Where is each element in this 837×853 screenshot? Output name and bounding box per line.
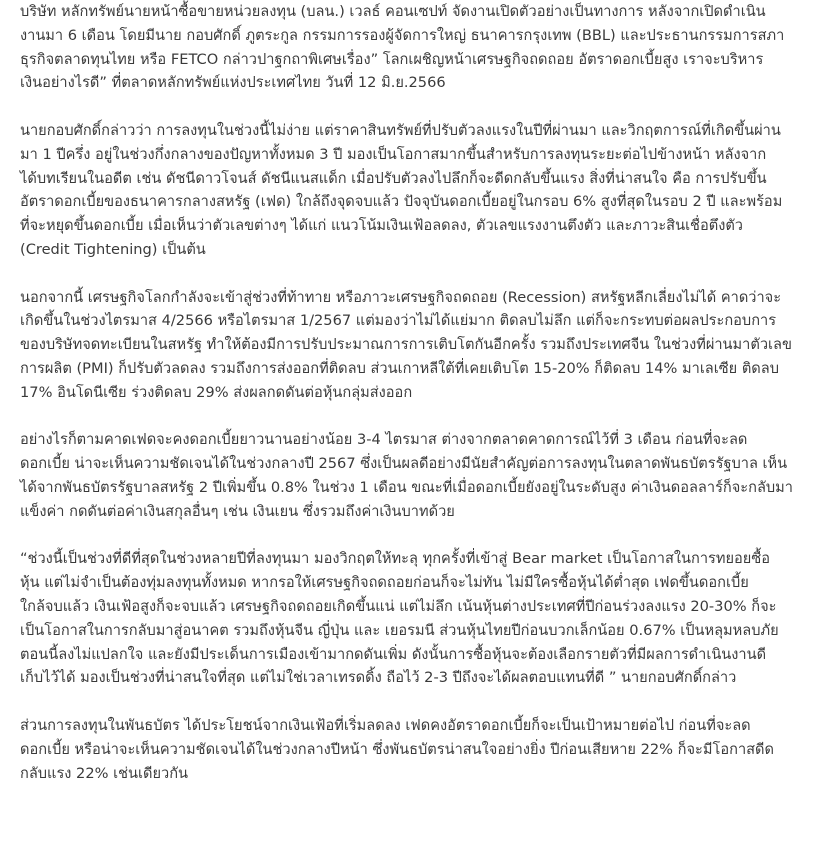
text-line: ส่วนการลงทุนในพันธบัตร ได้ประโยชน์จากเงินเฟ้อที่เริ่มลดลง เฟดคงอัตราดอกเบี้ยก็จะเป็นเป้าหมายต่อไป ก่อนที่จะลด [20, 716, 751, 734]
text-line: หุ้น แต่ไม่จำเป็นต้องทุ่มลงทุนทั้งหมด หากรอให้เศรษฐกิจถดถอยก่อนก็จะไม่ทัน ไม่มีใครซื้อหุ้นได้ต่ำสุด เฟดขึ้นดอกเบี้ย [20, 574, 749, 592]
paragraph-fed-rates [20, 428, 820, 523]
text-line: เก็บไว้ได้ มองเป็นช่วงที่น่าสนใจที่สุด แต่ไม่ใช่เวลาเทรดดิ้ง ถือไว้ 2-3 ปีถึงจะได้ผลตอบแทนที่ดี ” นายกอบศักดิ์กล่าว [20, 669, 737, 687]
text-line: เกิดขึ้นในช่วงไตรมาส 4/2566 หรือไตรมาส 1/2567 แต่มองว่าไม่ได้แย่มาก ติดลบไม่ลึก แต่ก็จะกระทบต่อผลประกอบการ [20, 312, 777, 330]
text-line: มา 1 ปีครึ่ง อยู่ในช่วงกึ่งกลางของปัญหาทั้งหมด 3 ปี มองเป็นโอกาสมากขึ้นสำหรับการลงทุนระยะต่อไปข้างหน้า หลังจาก [20, 145, 767, 163]
text-line: กลับแรง 22% เช่นเดียวกัน [20, 764, 189, 782]
text-line: (Credit Tightening) เป็นต้น [20, 240, 206, 258]
paragraph-intro [20, 0, 820, 95]
text-line: นอกจากนี้ เศรษฐกิจโลกกำลังจะเข้าสู่ช่วงที่ท้าทาย หรือภาวะเศรษฐกิจถดถอย (Recession) สหรัฐหลีกเลี่ยงไม่ได้ คาดว่าจะ [20, 288, 782, 306]
text-line: นายกอบศักดิ์กล่าวว่า การลงทุนในช่วงนี้ไม่ง่าย แต่ราคาสินทรัพย์ที่ปรับตัวลงแรงในปีที่ผ่านมา และวิกฤตการณ์ที่เกิดขึ้นผ่าน [20, 121, 781, 139]
text-line: เป็นโอกาสในการกลับมาสู่อนาคต รวมถึงหุ้นจีน ญี่ปุ่น และ เยอรมนี ส่วนหุ้นไทยปีก่อนบวกเล็กน้อย 0.67% เป็นหลุมหลบภัย [20, 621, 779, 639]
text-line: ได้จากพันธบัตรรัฐบาลสหรัฐ 2 ปีเพิ่มขึ้น 0.8% ในช่วง 1 เดือน ขณะที่เมื่อดอกเบี้ยยังอยู่ในระดับสูง ค่าเงินดอลลาร์ก็จะกลับมา [20, 478, 793, 496]
text-line: ดอกเบี้ย หรือน่าจะเห็นความชัดเจนได้ในช่วงกลางปีหน้า ซึ่งพันธบัตรน่าสนใจอย่างยิ่ง ปีก่อนเสียหาย 22% ก็จะมีโอกาสดีด [20, 740, 775, 758]
paragraph-bonds [20, 714, 820, 785]
article-body [20, 0, 820, 809]
text-line: ดอกเบี้ย น่าจะเห็นความชัดเจนได้ในช่วงกลางปี 2567 ซึ่งเป็นผลดีอย่างมีนัยสำคัญต่อการลงทุนในตลาดพันธบัตรรัฐบาล เห็น [20, 455, 788, 473]
text-line: บริษัท หลักทรัพย์นายหน้าซื้อขายหน่วยลงทุน (บลน.) เวลธ์ คอนเซปท์ จัดงานเปิดตัวอย่างเป็นทางการ หลังจากเปิดดำเนิน [20, 3, 766, 20]
text-line: ได้บทเรียนในอดีต เช่น ดัชนีดาวโจนส์ ดัชนีแนสแด็ก เมื่อปรับตัวลงไปลึกก็จะดีดกลับขึ้นแรง สิ่งที่น่าสนใจ คือ การปรับขึ้น [20, 169, 767, 187]
text-line: อัตราดอกเบี้ยของธนาคารกลางสหรัฐ (เฟด) ใกล้ถึงจุดจบแล้ว ปัจจุบันดอกเบี้ยอยู่ในกรอบ 6% สูงที่สุดในรอบ 2 ปี และพร้อม [20, 193, 783, 211]
text-line: 17% อินโดนีเซีย ร่วงติดลบ 29% ส่งผลกดดันต่อหุ้นกลุ่มส่งออก [20, 383, 413, 401]
text-line: ของบริษัทจดทะเบียนในสหรัฐ ทำให้ต้องมีการปรับประมาณการการเติบโตกันอีกครั้ง รวมถึงประเทศจีน ในช่วงที่ผ่านมาตัวเลข [20, 336, 792, 354]
text-line: ตอนนี้ลงไม่แปลกใจ และยังมีประเด็นการเมืองเข้ามากดดันเพิ่ม ดังนั้นการซื้อหุ้นจะต้องเลือกรายตัวที่มีผลการดำเนินงานดี [20, 645, 767, 663]
text-line: ใกล้จบแล้ว เงินเฟ้อสูงก็จะจบแล้ว เศรษฐกิจถดถอยเกิดขึ้นแน่ แต่ไม่ลึก เน้นหุ้นต่างประเทศที่ปีก่อนร่วงลงแรง 20-30% ก็จะ [20, 597, 777, 615]
text-line: อย่างไรก็ตามคาดเฟดจะคงดอกเบี้ยยาวนานอย่างน้อย 3-4 ไตรมาส ต่างจากตลาดคาดการณ์ไว้ที่ 3 เดือน ก่อนที่จะลด [20, 431, 748, 449]
text-line: เงินอย่างไรดี” ที่ตลาดหลักทรัพย์แห่งประเทศไทย วันที่ 12 มิ.ย.2566 [20, 74, 446, 92]
text-line: ธุรกิจตลาดทุนไทย หรือ FETCO กล่าวปาฐกถาพิเศษเรื่อง” โลกเผชิญหน้าเศรษฐกิจถดถอย อัตราดอกเบี้ยสูง เราจะบริหาร [20, 50, 764, 68]
text-line: “ช่วงนี้เป็นช่วงที่ดีที่สุดในช่วงหลายปีที่ลงทุนมา มองวิกฤตให้ทะลุ ทุกครั้งที่เข้าสู่ Bear market เป็นโอกาสในการทยอยซื้อ [20, 550, 771, 568]
text-line: การผลิต (PMI) ก็ปรับตัวลดลง รวมถึงการส่งออกที่ติดลบ ส่วนเกาหลีใต้ที่เคยเติบโต 15-20% ก็ติดลบ 14% มาเลเซีย ติดลบ [20, 359, 779, 377]
paragraph-investment-outlook [20, 119, 820, 262]
paragraph-recession [20, 286, 820, 405]
text-line: ที่จะหยุดขึ้นดอกเบี้ย เมื่อเห็นว่าตัวเลขต่างๆ ได้แก่ แนวโน้มเงินเฟ้อลดลง, ตัวเลขแรงงานตึงตัว และภาวะสินเชื่อตึงตัว [20, 217, 743, 235]
text-line: งานมา 6 เดือน โดยมีนาย กอบศักดิ์ ภูตระกูล กรรมการรองผู้จัดการใหญ่ ธนาคารกรุงเทพ (BBL) และประธานกรรมการสภา [20, 26, 785, 44]
text-line: แข็งค่า กดดันต่อค่าเงินสกุลอื่นๆ เช่น เงินเยน ซึ่งรวมถึงค่าเงินบาทด้วย [20, 502, 455, 520]
paragraph-quote [20, 547, 820, 690]
